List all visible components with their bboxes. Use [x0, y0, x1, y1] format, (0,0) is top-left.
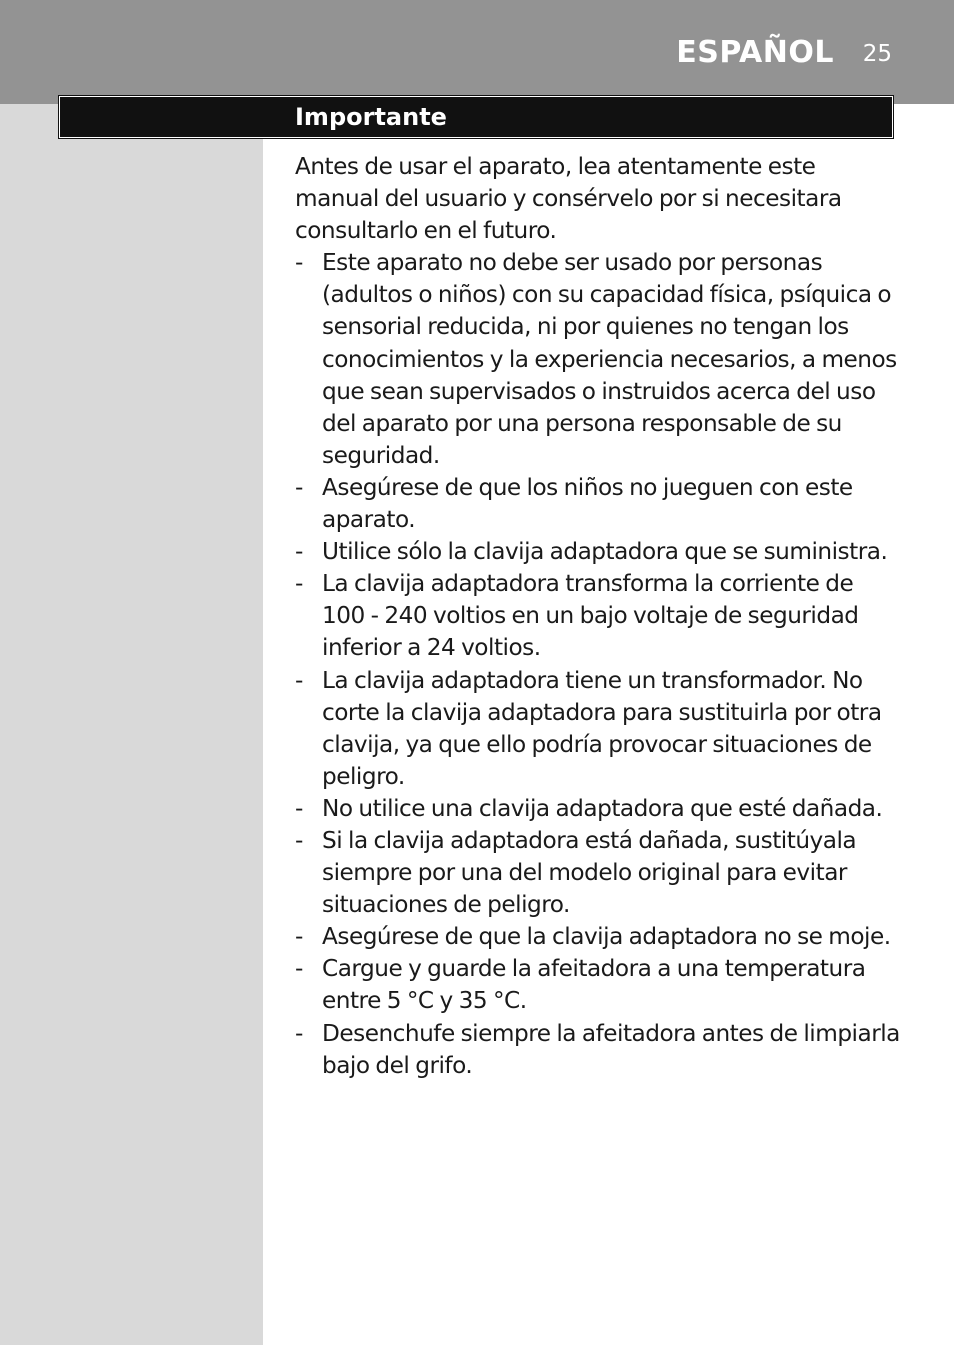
list-item-text: Utilice sólo la clavija adaptadora que se suministra.	[322, 538, 888, 566]
list-item	[295, 472, 900, 536]
list-item-text: Cargue y guarde la afeitadora a una temperatura entre 5 °C y 35 °C.	[322, 955, 866, 1015]
intro-paragraph: Antes de usar el aparato, lea atentamente este manual del usuario y consérvelo por si necesitara consultarlo en el futuro.	[295, 153, 842, 245]
list-item	[295, 793, 900, 825]
list-item-text: La clavija adaptadora tiene un transformador. No corte la clavija adaptadora para sustituirla por otra clavija, ya que ello podría provocar situaciones de peligro.	[322, 666, 882, 790]
list-item	[295, 536, 900, 568]
bullet-dash: -	[295, 249, 303, 277]
list-item	[295, 1018, 900, 1082]
list-item-text: No utilice una clavija adaptadora que esté dañada.	[322, 794, 883, 822]
list-item	[295, 665, 900, 793]
bullet-dash: -	[295, 570, 303, 598]
language-title: ESPAÑOL	[676, 35, 834, 70]
bullet-dash: -	[295, 923, 303, 951]
safety-list	[295, 247, 900, 1081]
bullet-dash: -	[295, 666, 303, 694]
left-margin-column	[0, 0, 263, 1345]
list-item-text: Asegúrese de que la clavija adaptadora no se moje.	[322, 923, 891, 951]
bullet-dash: -	[295, 794, 303, 822]
page-body	[295, 151, 900, 1082]
bullet-dash: -	[295, 955, 303, 983]
list-item-text: Desenchufe siempre la afeitadora antes de limpiarla bajo del grifo.	[322, 1019, 900, 1079]
bullet-dash: -	[295, 1019, 303, 1047]
list-item	[295, 921, 900, 953]
list-item	[295, 825, 900, 921]
list-item	[295, 953, 900, 1017]
list-item-text: La clavija adaptadora transforma la corriente de 100 - 240 voltios en un bajo voltaje de seguridad inferior a 24 voltios.	[322, 570, 859, 662]
list-item-text: Este aparato no debe ser usado por personas (adultos o niños) con su capacidad física, psíquica o sensorial reducida, ni por quienes no tengan los conocimientos y la experiencia necesarios, a menos que sean supervisados o instruidos acerca del uso del aparato por una persona responsable de su seguridad.	[322, 249, 897, 469]
bullet-dash: -	[295, 538, 303, 566]
list-item-text: Asegúrese de que los niños no jueguen con este aparato.	[322, 473, 853, 534]
section-heading-bar	[59, 96, 893, 138]
page-number: 25	[862, 41, 892, 67]
section-title: Importante	[295, 103, 447, 131]
page-header	[0, 0, 954, 104]
list-item-text: Si la clavija adaptadora está dañada, sustitúyala siempre por una del modelo original para evitar situaciones de peligro.	[322, 826, 857, 919]
list-item	[295, 247, 900, 472]
list-item	[295, 568, 900, 664]
bullet-dash: -	[295, 826, 303, 854]
bullet-dash: -	[295, 473, 303, 501]
